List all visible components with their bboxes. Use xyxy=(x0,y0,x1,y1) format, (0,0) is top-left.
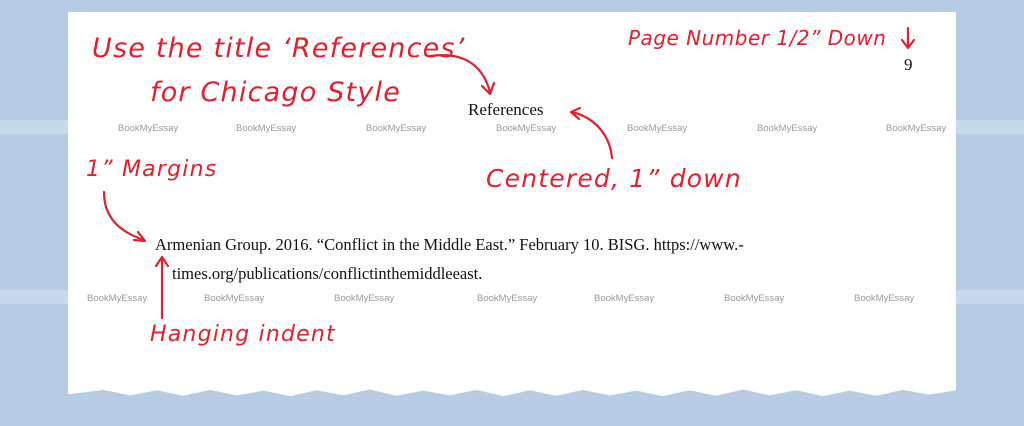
watermark: BookMyEssay xyxy=(627,123,688,134)
citation-line-2: times.org/publications/conflictinthemiddleeast. xyxy=(172,264,483,283)
title-note-line-2: for Chicago Style xyxy=(150,77,402,108)
watermark: BookMyEssay xyxy=(118,123,179,134)
watermark: BookMyEssay xyxy=(724,293,785,304)
watermark: BookMyEssay xyxy=(757,123,818,134)
watermark: BookMyEssay xyxy=(594,293,655,304)
watermark: BookMyEssay xyxy=(854,293,915,304)
watermark: BookMyEssay xyxy=(236,123,297,134)
centered-note: Centered, 1” down xyxy=(486,164,742,193)
watermark: BookMyEssay xyxy=(334,293,395,304)
page-number-note: Page Number 1/2” Down xyxy=(628,26,887,50)
arrow-to-title xyxy=(430,55,490,92)
indent-note: Hanging indent xyxy=(150,322,336,347)
margins-note: 1” Margins xyxy=(86,157,218,182)
page-number: 9 xyxy=(904,55,913,74)
watermark: BookMyEssay xyxy=(477,293,538,304)
watermark: BookMyEssay xyxy=(87,293,148,304)
watermark: BookMyEssay xyxy=(886,123,947,134)
watermark: BookMyEssay xyxy=(366,123,427,134)
watermark: BookMyEssay xyxy=(204,293,265,304)
citation-line-1: Armenian Group. 2016. “Conflict in the Middle East.” February 10. BISG. https://www.- xyxy=(155,235,744,254)
watermark: BookMyEssay xyxy=(496,123,557,134)
title-note-line-1: Use the title ‘References’ xyxy=(92,33,466,64)
references-title: References xyxy=(468,100,544,119)
